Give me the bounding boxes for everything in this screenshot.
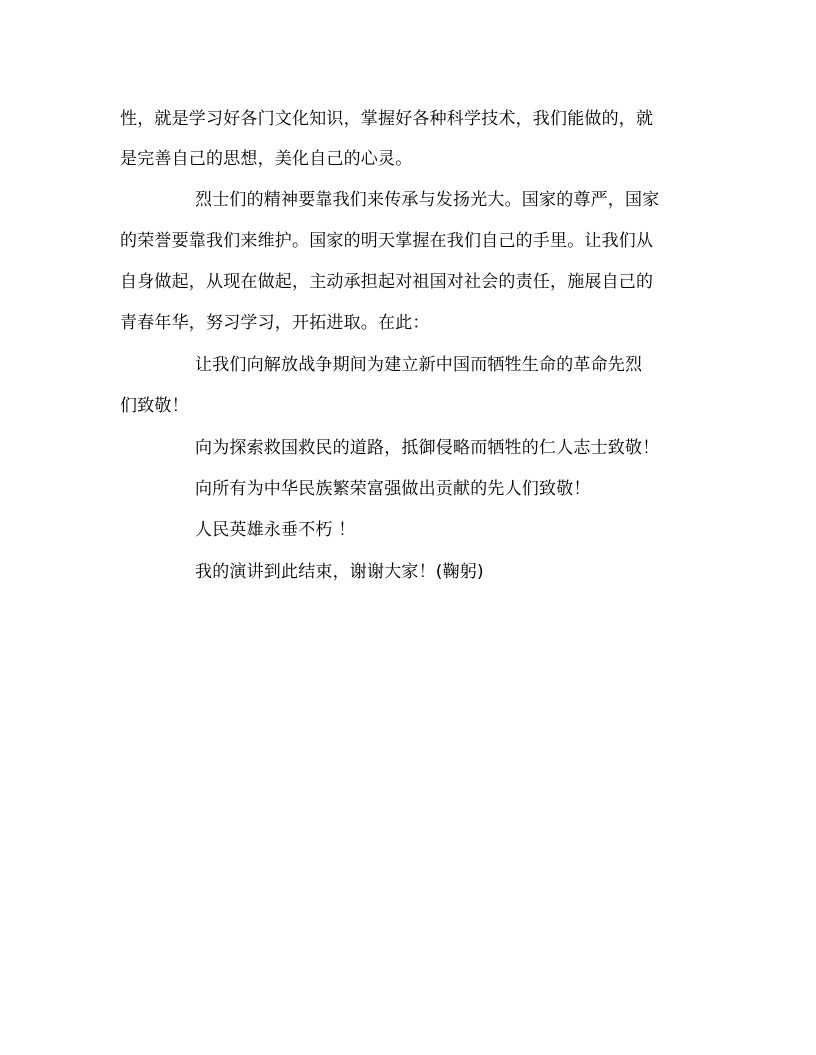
tribute-line-1: 让我们向解放战争期间为建立新中国而牺牲生命的革命先烈 bbox=[195, 355, 643, 375]
paragraph-line-6: 青春年华，努习学习，开拓进取。在此： bbox=[120, 313, 430, 333]
paragraph-line-5: 自身做起，从现在做起，主动承担起对祖国对社会的责任，施展自己的 bbox=[120, 272, 654, 292]
tribute-line-2: 们致敬！ bbox=[120, 396, 189, 416]
paragraph-line-1: 性，就是学习好各门文化知识，掌握好各种科学技术，我们能做的，就 bbox=[120, 109, 654, 129]
paragraph-line-4: 的荣誉要靠我们来维护。国家的明天掌握在我们自己的手里。让我们从 bbox=[120, 231, 654, 251]
tribute-line-3: 向为探索救国救民的道路，抵御侵略而牺牲的仁人志士致敬！ bbox=[195, 438, 660, 458]
paragraph-line-3: 烈士们的精神要靠我们来传承与发扬光大。国家的尊严，国家 bbox=[195, 190, 660, 210]
closing-line: 我的演讲到此结束，谢谢大家！(鞠躬) bbox=[195, 562, 484, 582]
paragraph-line-2: 是完善自己的思想，美化自己的心灵。 bbox=[120, 149, 413, 169]
tribute-line-4: 向所有为中华民族繁荣富强做出贡献的先人们致敬！ bbox=[195, 479, 591, 499]
tribute-line-5: 人民英雄永垂不朽 ！ bbox=[195, 520, 356, 540]
